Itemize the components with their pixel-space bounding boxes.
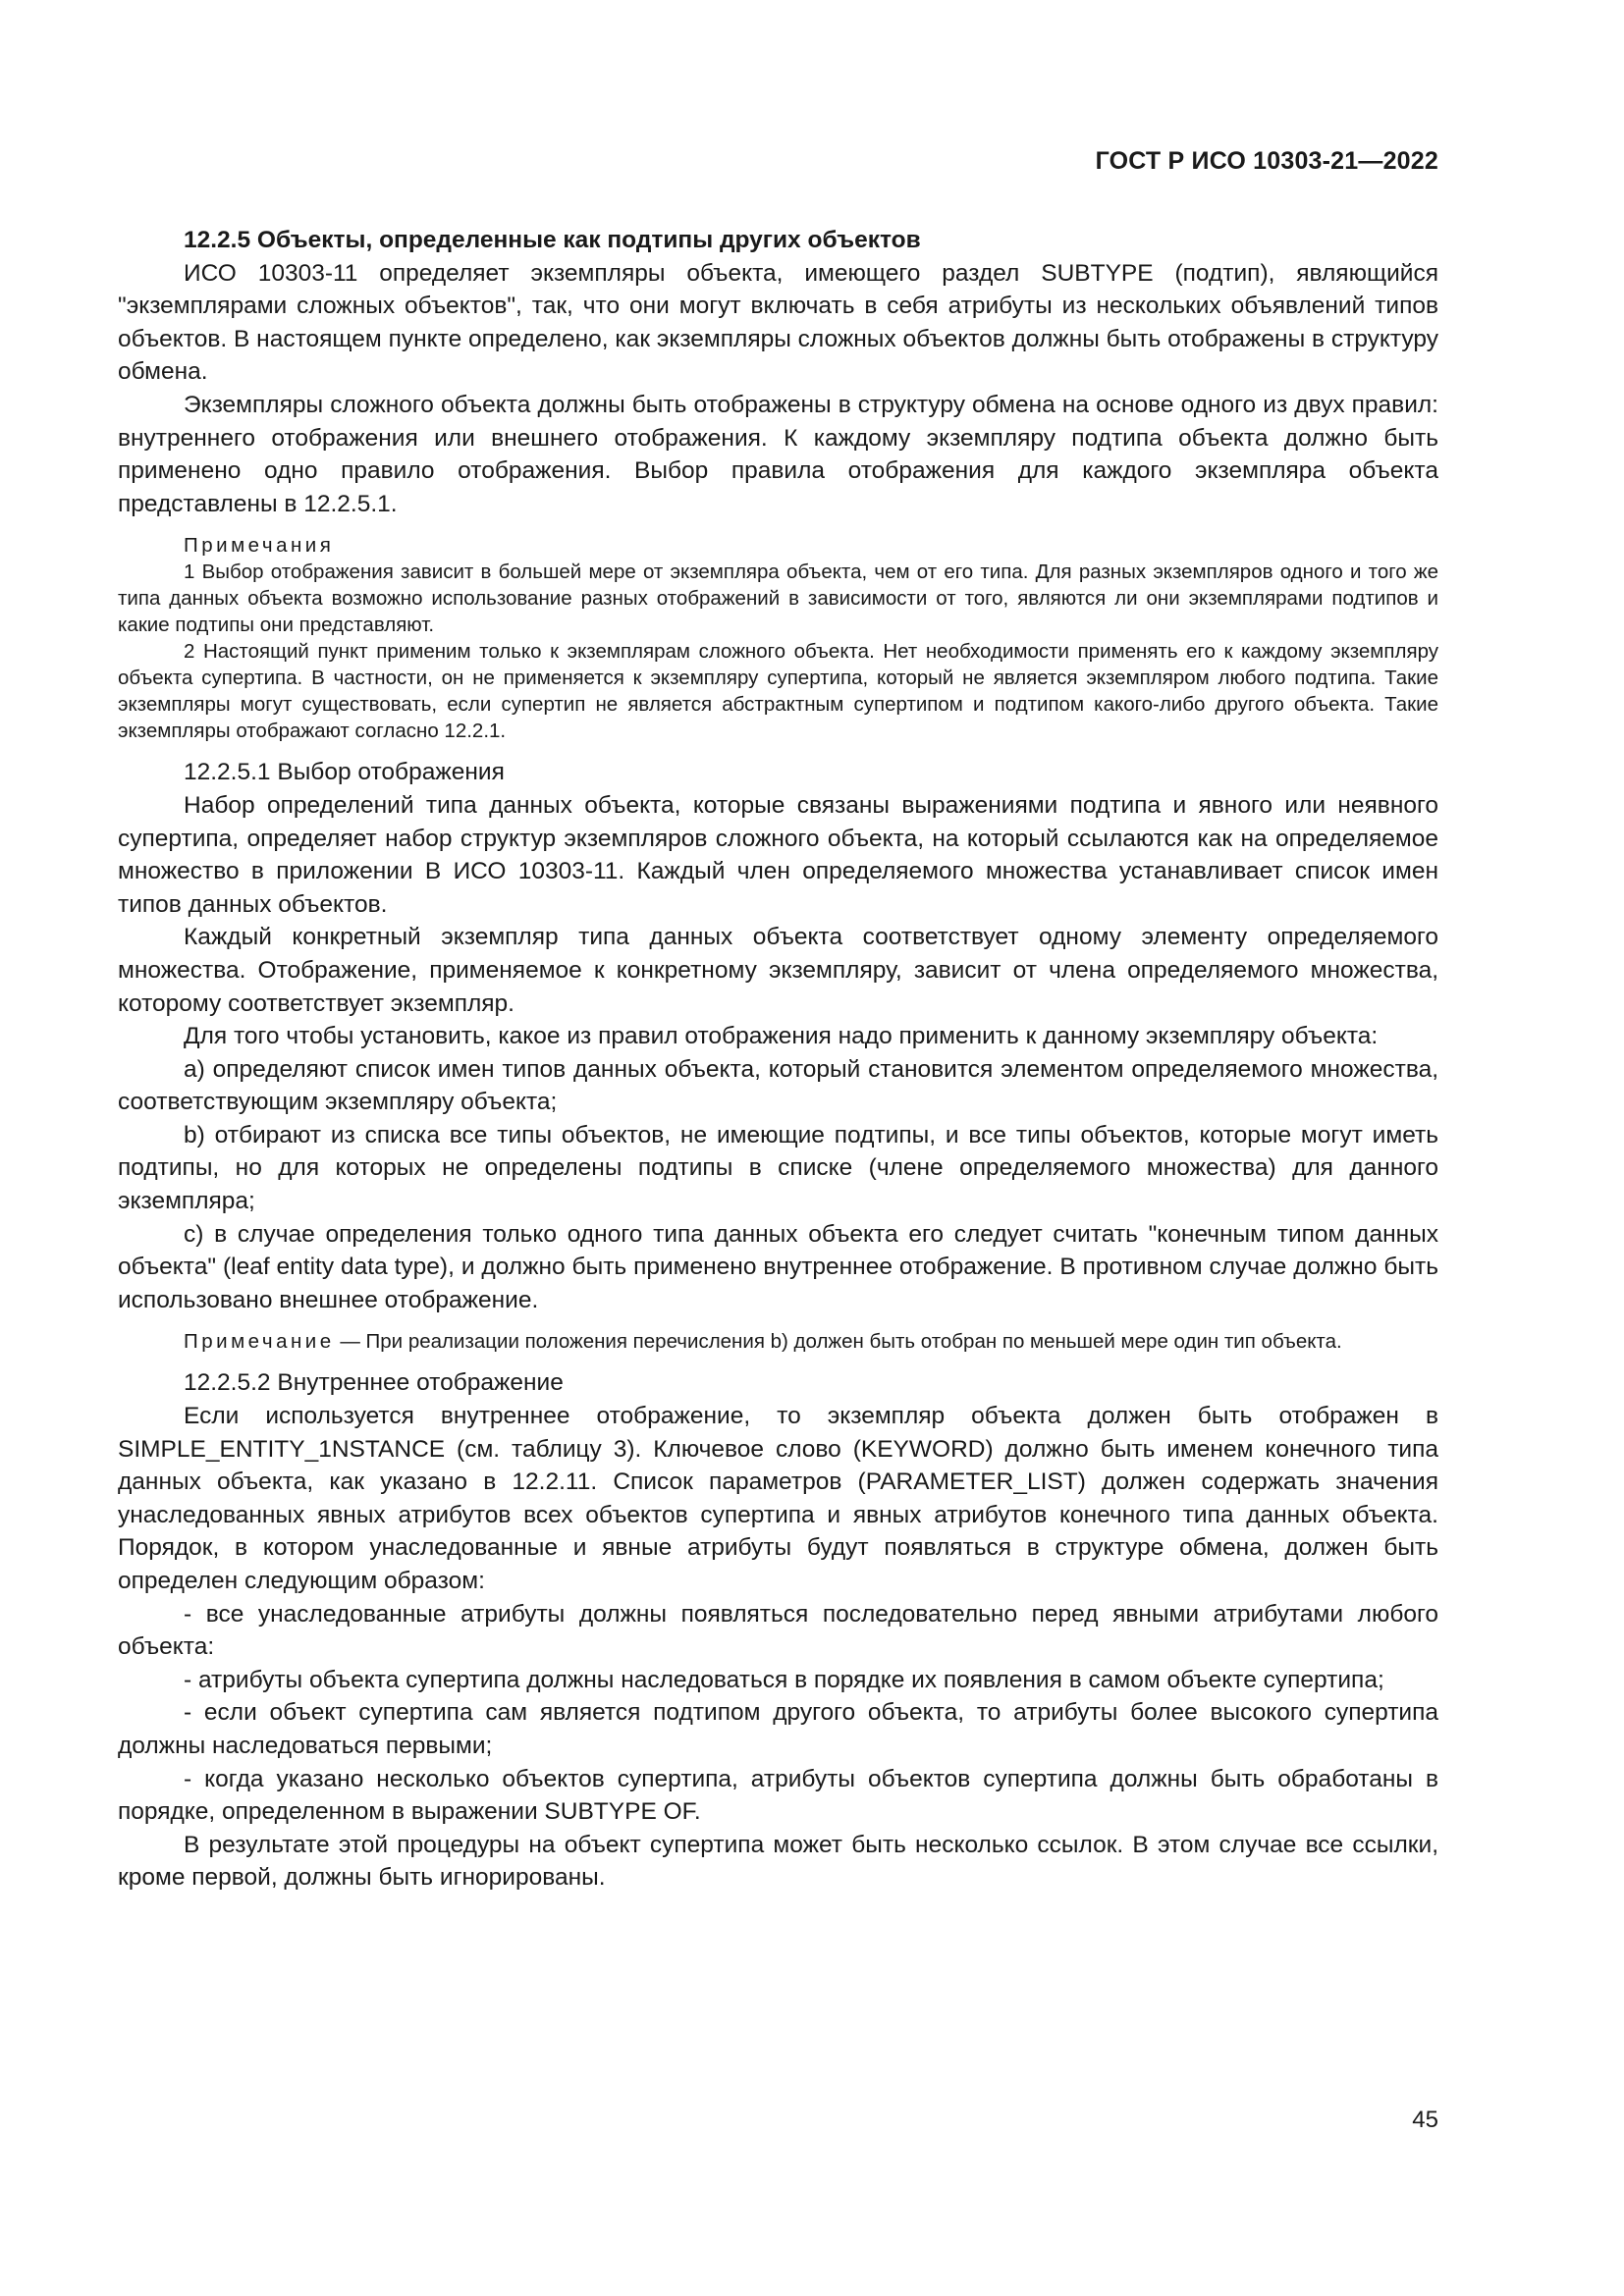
document-header: ГОСТ Р ИСО 10303-21—2022 <box>1095 147 1438 175</box>
section-heading: 12.2.5 Объекты, определенные как подтипы других объектов <box>184 227 921 253</box>
list-item: а) определяют список имен типов данных объекта, который становится элементом определяемого множества, соответствующим экземпляру объекта; <box>118 1055 1438 1116</box>
dash-item: - если объект супертипа сам является подтипом другого объекта, то атрибуты более высокого супертипа должны наследоваться первыми; <box>118 1699 1438 1759</box>
paragraph: Набор определений типа данных объекта, которые связаны выражениями подтипа и явного или неявного супертипа, определяет набор структур экземпляров сложного объекта, на который ссылаются как на определяемое множество в приложении В ИСО 10303-11. Каждый член определяемого множества устанавливает список имен типов данных объектов. <box>118 791 1438 918</box>
page-number: 45 <box>1412 2107 1438 2133</box>
paragraph: Экземпляры сложного объекта должны быть отображены в структуру обмена на основе одного из двух правил: внутреннего отображения или внешнего отображения. К каждому экземпляру подтипа объекта должно быть применено одно правило отображения. Выбор правила отображения для каждого экземпляра объекта представлены в 12.2.5.1. <box>118 391 1438 517</box>
list-item: b) отбирают из списка все типы объектов, не имеющие подтипы, и все типы объектов, которые могут иметь подтипы, но для которых не определены подтипы в списке (члене определяемого множества) для данного экземпляра; <box>118 1121 1438 1215</box>
note-block <box>118 1328 1438 1355</box>
dash-item: - все унаследованные атрибуты должны появляться последовательно перед явными атрибутами любого объекта: <box>118 1600 1438 1661</box>
dash-item: - когда указано несколько объектов супертипа, атрибуты объектов супертипа должны быть обработаны в порядке, определенном в выражении SUBTYPE OF. <box>118 1765 1438 1826</box>
paragraph: Если используется внутреннее отображение, то экземпляр объекта должен быть отображен в SIMPLE_ENTITY_1NSTANCE (см. таблицу 3). Ключевое слово (KEYWORD) должно быть именем конечного типа данных объекта, как указано в 12.2.11. Список параметров (PARAMETER_LIST) должен содержать значения унаследованных явных атрибутов всех объектов супертипа и явных атрибутов конечного типа данных объекта. Порядок, в котором унаследованные и явные атрибуты будут появляться в структуре обмена, должен быть определен следующим образом: <box>118 1403 1438 1594</box>
note-item: 2 Настоящий пункт применим только к экземплярам сложного объекта. Нет необходимости применять его к каждому экземпляру объекта супертипа. В частности, он не применяется к экземпляру супертипа, который не является экземпляром любого подтипа. Такие экземпляры могут существовать, если супертип не является абстрактным супертипом и подтипом какого-либо другого объекта. Такие экземпляры отображают согласно 12.2.1. <box>118 640 1438 743</box>
document-body <box>118 224 1438 1895</box>
paragraph: ИСО 10303-11 определяет экземпляры объекта, имеющего раздел SUBTYPE (подтип), являющийся "экземплярами сложных объектов", так, что они могут включать в себя атрибуты из нескольких объявлений типов объектов. В настоящем пункте определено, как экземпляры сложных объектов должны быть отображены в структуру обмена. <box>118 259 1438 386</box>
note-item <box>118 1328 1438 1355</box>
paragraph: Для того чтобы установить, какое из правил отображения надо применить к данному экземпляру объекта: <box>184 1023 1379 1050</box>
note-label: Примечание <box>184 1330 335 1354</box>
subsection-heading: 12.2.5.1 Выбор отображения <box>184 759 505 786</box>
subsection-heading: 12.2.5.2 Внутреннее отображение <box>184 1369 564 1397</box>
notes-title: Примечания <box>184 534 335 558</box>
list-item: с) в случае определения только одного типа данных объекта его следует считать "конечным типом данных объекта" (leaf entity data type), и должно быть применено внутреннее отображение. В противном случае должно быть использовано внешнее отображение. <box>118 1220 1438 1313</box>
paragraph: В результате этой процедуры на объект супертипа может быть несколько ссылок. В этом случае все ссылки, кроме первой, должны быть игнорированы. <box>118 1831 1438 1892</box>
notes-block <box>118 532 1438 744</box>
note-item: 1 Выбор отображения зависит в большей мере от экземпляра объекта, чем от его типа. Для разных экземпляров одного и того же типа данных объекта возможно использование разных отображений в зависимости от того, являются ли они экземплярами подтипов и какие подтипы они представляют. <box>118 561 1438 637</box>
document-page <box>118 0 1438 2296</box>
paragraph: Каждый конкретный экземпляр типа данных объекта соответствует одному элементу определяемого множества. Отображение, применяемое к конкретному экземпляру, зависит от члена определяемого множества, которому соответствует экземпляр. <box>118 924 1438 1017</box>
note-text: — При реализации положения перечисления b) должен быть отобран по меньшей мере один тип объекта. <box>334 1330 1342 1354</box>
dash-item: - атрибуты объекта супертипа должны наследоваться в порядке их появления в самом объекте супертипа; <box>184 1666 1384 1693</box>
